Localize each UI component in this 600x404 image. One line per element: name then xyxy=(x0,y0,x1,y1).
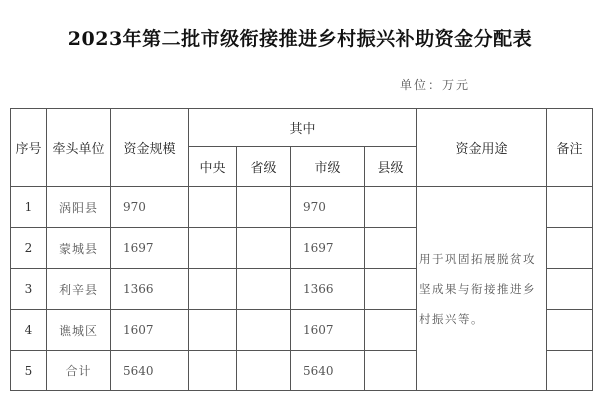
row-index: 3 xyxy=(11,269,47,310)
row-scale: 1607 xyxy=(111,310,189,351)
row-remark xyxy=(547,351,593,391)
usage-cell xyxy=(417,187,547,391)
row-municipal: 970 xyxy=(291,187,365,228)
header-provincial: 省级 xyxy=(237,147,291,187)
allocation-table xyxy=(10,108,593,391)
row-index: 4 xyxy=(11,310,47,351)
row-name: 利辛县 xyxy=(47,269,111,310)
row-provincial xyxy=(237,351,291,391)
row-provincial xyxy=(237,187,291,228)
row-municipal: 1607 xyxy=(291,310,365,351)
usage-line: 坚成果与衔接推进乡 xyxy=(419,281,537,296)
row-index: 5 xyxy=(11,351,47,391)
row-index: 1 xyxy=(11,187,47,228)
header-among: 其中 xyxy=(189,109,417,147)
row-scale: 1697 xyxy=(111,228,189,269)
row-central xyxy=(189,310,237,351)
row-remark xyxy=(547,187,593,228)
header-index: 序号 xyxy=(11,109,47,187)
usage-line: 村振兴等。 xyxy=(419,311,485,326)
header-county: 县级 xyxy=(365,147,417,187)
header-usage: 资金用途 xyxy=(417,109,547,187)
row-county xyxy=(365,228,417,269)
row-county xyxy=(365,187,417,228)
row-scale: 5640 xyxy=(111,351,189,391)
unit-note: 单位：万元 xyxy=(400,78,471,92)
row-county xyxy=(365,310,417,351)
row-central xyxy=(189,351,237,391)
header-remark: 备注 xyxy=(547,109,593,187)
row-name: 谯城区 xyxy=(47,310,111,351)
usage-line: 用于巩固拓展脱贫攻 xyxy=(419,251,537,266)
row-remark xyxy=(547,269,593,310)
row-scale: 1366 xyxy=(111,269,189,310)
row-name: 蒙城县 xyxy=(47,228,111,269)
page-title: 2023年第二批市级衔接推进乡村振兴补助资金分配表 xyxy=(67,28,533,50)
row-county xyxy=(365,351,417,391)
row-central xyxy=(189,187,237,228)
table-row xyxy=(11,187,593,228)
row-provincial xyxy=(237,228,291,269)
header-scale: 资金规模 xyxy=(111,109,189,187)
row-index: 2 xyxy=(11,228,47,269)
row-provincial xyxy=(237,310,291,351)
row-name: 涡阳县 xyxy=(47,187,111,228)
row-name: 合计 xyxy=(47,351,111,391)
row-central xyxy=(189,228,237,269)
header-municipal: 市级 xyxy=(291,147,365,187)
row-remark xyxy=(547,310,593,351)
row-municipal: 1697 xyxy=(291,228,365,269)
row-municipal: 5640 xyxy=(291,351,365,391)
row-central xyxy=(189,269,237,310)
row-scale: 970 xyxy=(111,187,189,228)
header-central: 中央 xyxy=(189,147,237,187)
row-county xyxy=(365,269,417,310)
header-unit-name: 牵头单位 xyxy=(47,109,111,187)
row-remark xyxy=(547,228,593,269)
row-municipal: 1366 xyxy=(291,269,365,310)
row-provincial xyxy=(237,269,291,310)
